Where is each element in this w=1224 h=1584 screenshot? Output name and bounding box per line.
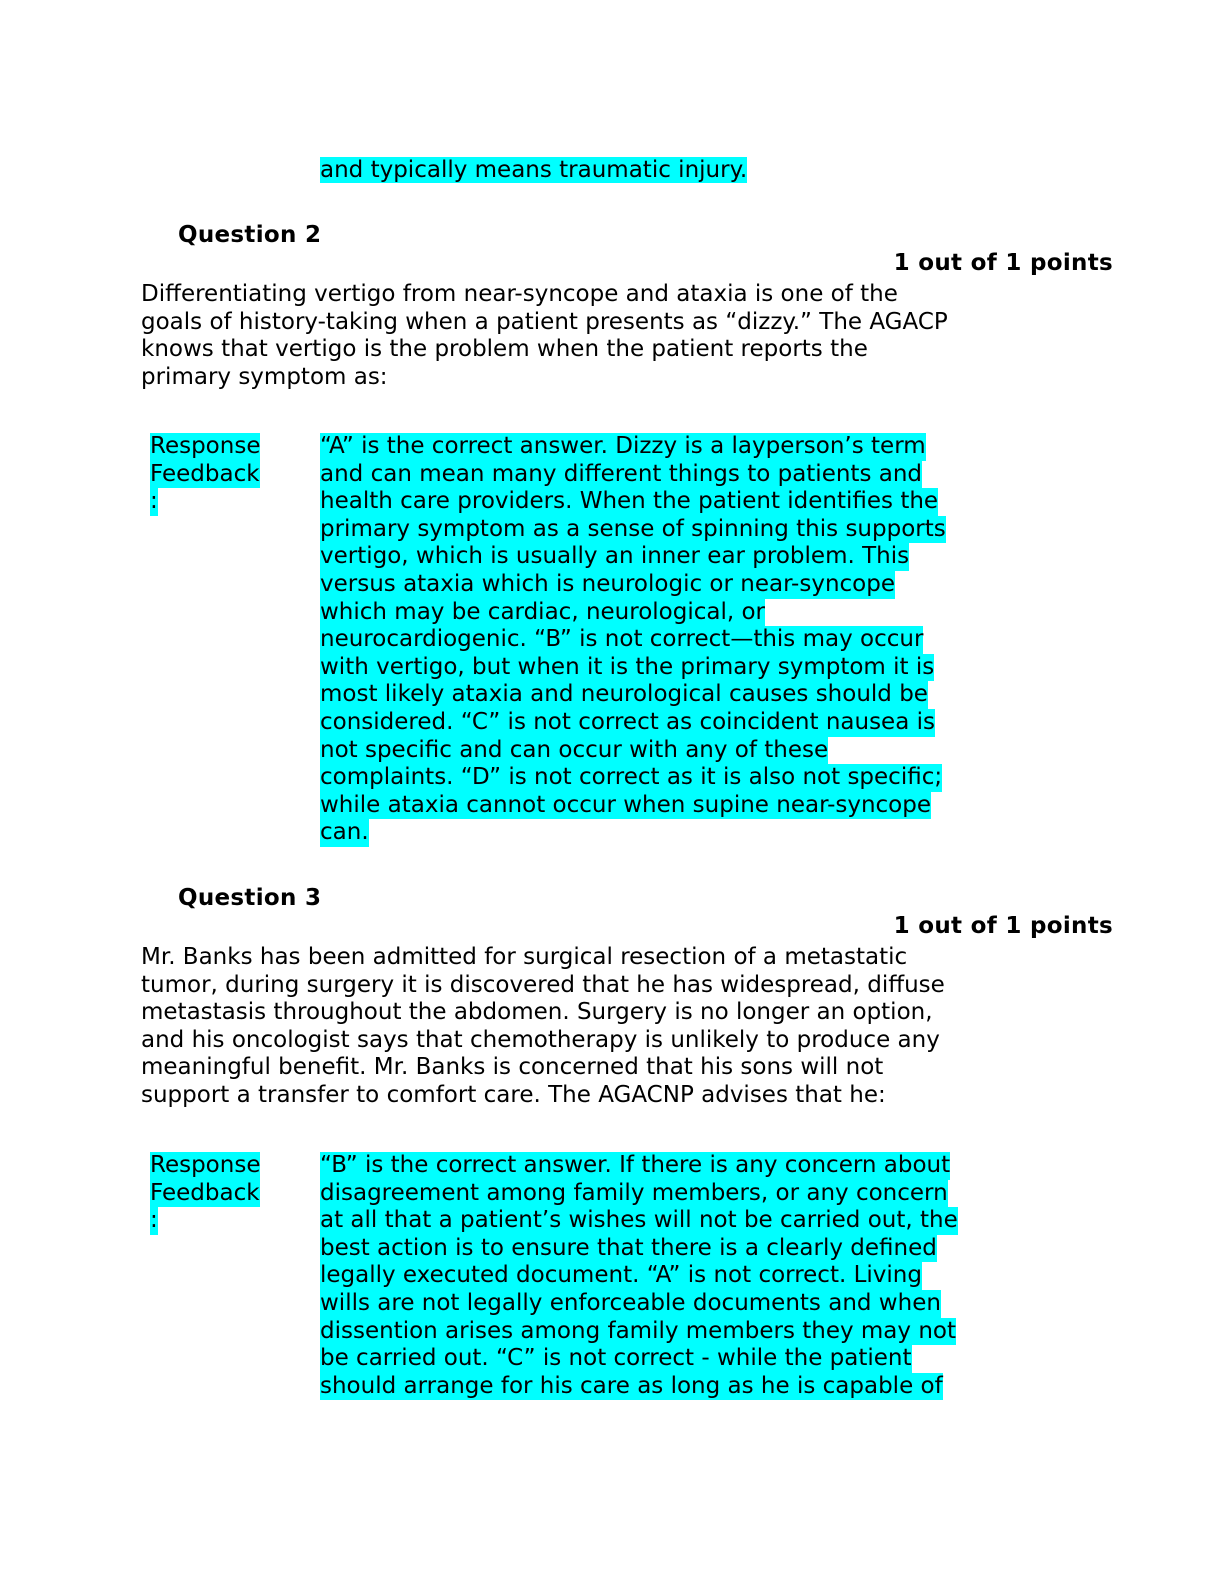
feedback-line: “B” is the correct answer. If there is any concern about: [320, 1152, 951, 1178]
feedback-line: should arrange for his care as long as he is capable of: [320, 1372, 943, 1399]
feedback-line: primary symptom as a sense of spinning this supports: [320, 515, 946, 542]
question-3-response-feedback: [320, 1152, 958, 1400]
feedback-line: vertigo, which is usually an inner ear problem. This: [320, 543, 910, 570]
feedback-line: complaints. “D” is not correct as it is also not specific;: [320, 764, 943, 791]
question-text-line: support a transfer to comfort care. The AGACNP advises that he:: [141, 1081, 886, 1108]
question-text-line: meaningful benefit. Mr. Banks is concerned that his sons will not: [141, 1054, 884, 1081]
feedback-line: health care providers. When the patient identifies the: [320, 488, 939, 515]
feedback-line: most likely ataxia and neurological causes should be: [320, 681, 928, 708]
question-text-line: Mr. Banks has been admitted for surgical resection of a metastatic: [141, 944, 908, 970]
feedback-line: wills are not legally enforceable documents and when: [320, 1289, 941, 1316]
feedback-line: while ataxia cannot occur when supine near-syncope: [320, 791, 932, 818]
question-2-response-feedback-label: [150, 433, 260, 516]
feedback-line: at all that a patient’s wishes will not be carried out, the: [320, 1207, 958, 1234]
question-3-title: Question 3: [178, 885, 322, 911]
question-text-line: and his oncologist says that chemotherapy is unlikely to produce any: [141, 1026, 940, 1053]
feedback-label-line: Response: [150, 433, 261, 459]
feedback-label-line: :: [150, 488, 158, 515]
feedback-line: not specific and can occur with any of these: [320, 736, 829, 763]
question-text-line: knows that vertigo is the problem when the patient reports the: [141, 336, 868, 363]
question-2-text: [141, 281, 948, 391]
question-text-line: primary symptom as:: [141, 363, 388, 390]
question-text-line: Differentiating vertigo from near-syncope and ataxia is one of the: [141, 281, 898, 307]
feedback-line: disagreement among family members, or any concern: [320, 1179, 948, 1206]
question-3-text: [141, 944, 945, 1110]
feedback-line: and can mean many different things to patients and: [320, 460, 923, 487]
feedback-line: dissention arises among family members they may not: [320, 1317, 956, 1344]
feedback-label-line: Feedback: [150, 460, 260, 487]
previous-feedback-continuation: [320, 157, 747, 185]
feedback-line: best action is to ensure that there is a clearly defined: [320, 1234, 937, 1261]
feedback-label-line: :: [150, 1207, 158, 1234]
question-2-title: Question 2: [178, 222, 322, 248]
feedback-line: “A” is the correct answer. Dizzy is a layperson’s term: [320, 433, 926, 459]
question-2-response-feedback: [320, 433, 946, 847]
question-3-response-feedback-label: [150, 1152, 260, 1235]
question-text-line: goals of history-taking when a patient presents as “dizzy.” The AGACP: [141, 308, 948, 335]
feedback-line: which may be cardiac, neurological, or: [320, 598, 765, 625]
feedback-label-line: Feedback: [150, 1179, 260, 1206]
feedback-line: considered. “C” is not correct as coincident nausea is: [320, 708, 935, 735]
question-2-points: 1 out of 1 points: [893, 250, 1113, 276]
feedback-label-line: Response: [150, 1152, 261, 1178]
question-3-points: 1 out of 1 points: [893, 913, 1113, 939]
feedback-line: legally executed document. “A” is not correct. Living: [320, 1262, 922, 1289]
feedback-line: can.: [320, 819, 369, 846]
question-text-line: tumor, during surgery it is discovered that he has widespread, diffuse: [141, 971, 945, 998]
question-text-line: metastasis throughout the abdomen. Surgery is no longer an option,: [141, 999, 933, 1026]
feedback-line: be carried out. “C” is not correct - while the patient: [320, 1345, 912, 1372]
feedback-line: neurocardiogenic. “B” is not correct—this may occur: [320, 626, 924, 653]
feedback-line: versus ataxia which is neurologic or near-syncope: [320, 570, 895, 597]
feedback-line: with vertigo, but when it is the primary symptom it is: [320, 653, 935, 680]
continuation-text: and typically means traumatic injury.: [320, 157, 748, 183]
